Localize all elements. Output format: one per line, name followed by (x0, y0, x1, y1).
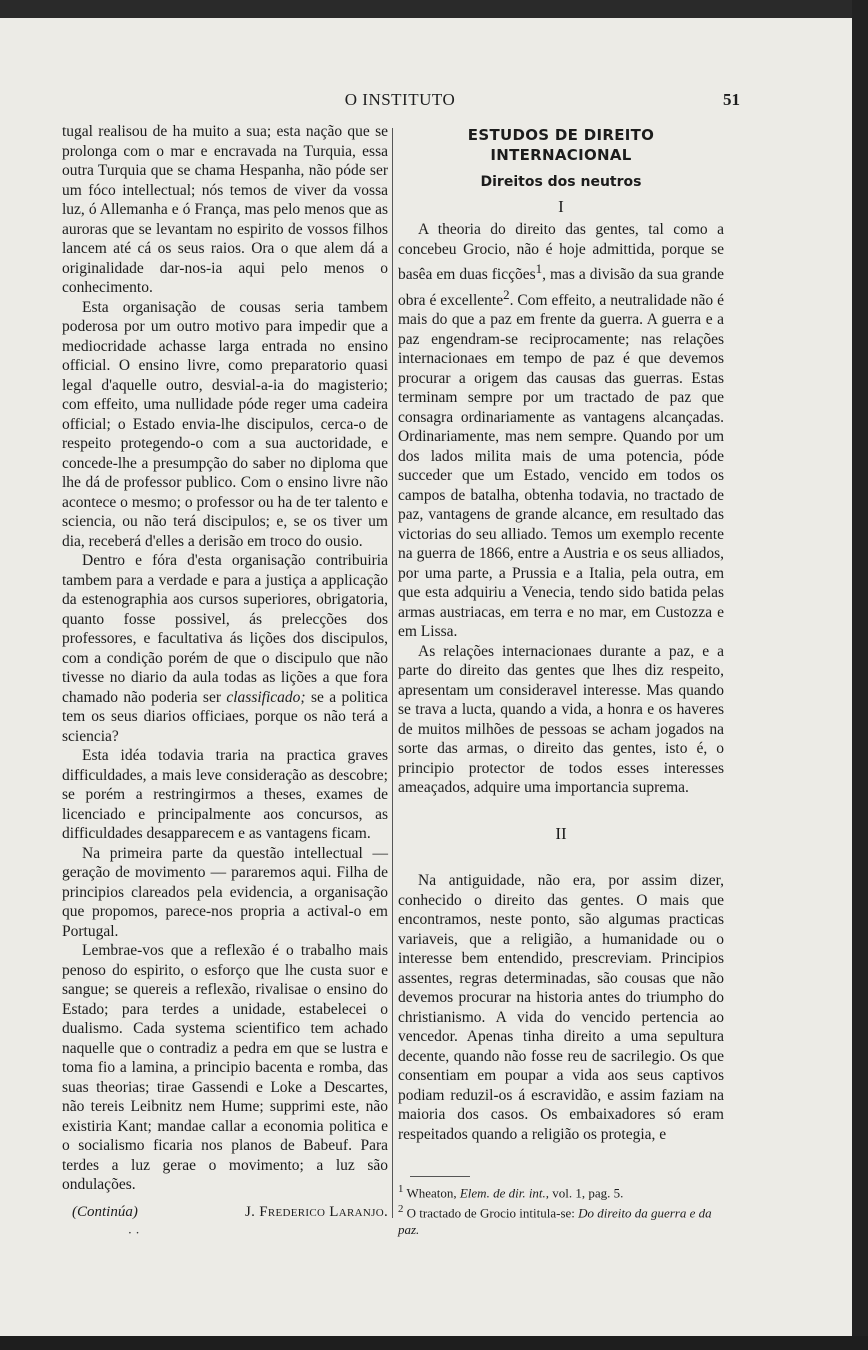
running-header-title: O INSTITUTO (344, 90, 456, 109)
section-number-2: II (555, 823, 567, 843)
left-paragraph-4: Esta idéa todavia traria na practica graves difficuldades, a mais leve consideração as descobre; se porém a restringirmos a theses, exames de licenciado e principalmente aos concursos, as difficuldades desapparecem e as vantagens ficam. (62, 747, 388, 842)
footnote-1-number: 1 (398, 1183, 404, 1195)
continuation-note: (Continúa) (72, 1204, 138, 1220)
ornament-dots: · · (128, 1226, 140, 1240)
footnote-2-text-a: O tractado de Grocio intitula-se: (406, 1205, 575, 1221)
section-subtitle: Direitos dos neutros (480, 174, 642, 190)
footnote-1-italic: Elem. de dir. int., (459, 1185, 550, 1201)
right-paragraph-3: Na antiguidade, não era, por assim dizer, conhecido o direito das gentes. O mais que encontramos, neste ponto, são algumas practicas variaveis, que a religião, a humanidade ou o interesse bem entendido, prescreviam. Principios assentes, regras determinadas, são cousas que não devemos procurar na historia antes do triumpho do christianismo. A vida do vencido pertencia ao vencedor. Apenas tinha direito a uma sepultura decente, quando não fosse reu de sacrilegio. Os que consentiam em poupar a vida aos seus captivos podiam reduzil-os á escravidão, e assim faziam na maioria dos casos. Os embaixadores só eram respeitados quando a religião os protegia, e (398, 872, 724, 1143)
right-paragraph-1-b: , mas a divisão da sua grande obra é excellente (398, 266, 724, 309)
footnote-1-text-a: Wheaton, (406, 1185, 457, 1201)
page-number: 51 (723, 90, 740, 109)
author-signature: J. Frederico Laranjo. (244, 1204, 388, 1220)
left-paragraph-3-tail: se a politica tem os seus diarios officiaes, porque os não terá a sciencia? (62, 688, 388, 745)
footnote-2-italic: Do direito da guerra e da paz. (398, 1205, 712, 1237)
footnote-ref-2[interactable]: 2 (503, 286, 510, 302)
left-paragraph-1: tugal realisou de ha muito a sua; esta nação que se prolonga com o mar e encravada na Turquia, essa outra Turquia que se chama Hespanha, não póde ser um fóco intellectual; nós temos de viver da vossa luz, ó Allemanha e ó França, mas pelo menos que as auroras que se levantam no espirito de vossos filhos lancem até cá os seus raios. Ora o que alem dá a originalidade dar-nos-ia aqui pelo menos o conhecimento. (62, 123, 388, 296)
footnote-rule (410, 1176, 470, 1177)
left-paragraph-6: Lembrae-vos que a reflexão é o trabalho mais penoso do espirito, o esforço que lhe custa suor e sangue; se quereis a reflexão, rivalisae o ensino do Estado; para terdes a unidade, estabelecei o dualismo. Cada systema scientifico tem achado naquelle que o contradiz a pedra em que se lustra e toma fio a lamina, a principio bacenta e romba, das suas theorias; tirae Gassendi e Loke a Descartes, não tereis Leibnitz nem Hume; supprimi este, não existiria Kant; mandae callar a economia politica e o socialismo ficaria nos planos de Babeuf. Para terdes a luz gerae o movimento; a luz são ondulações. (62, 942, 388, 1193)
right-paragraph-1 (398, 220, 724, 642)
right-column (398, 122, 724, 1144)
section-number-1: I (558, 196, 564, 216)
footnote-2 (398, 1201, 724, 1237)
footnotes (398, 1176, 724, 1238)
italic-term: classificado; (226, 688, 306, 706)
left-column (62, 122, 388, 1195)
left-paragraph-3-text: Dentro e fóra d'esta organisação contribuiria tambem para a verdade e para a justiça a applicação da estenographia aos cursos superiores, obrigatoria, quanto fosse possivel, ás prelecções dos professores, e facultativa ás lições dos discipulos, com a condição porém de que o discipulo que não tivesse no diario da aula todas as lições a que fora chamado não poderia ser (62, 552, 388, 706)
right-paragraph-1-c: . Com effeito, a neutralidade não é mais do que a paz em frente da guerra. A guerra e a paz engendram-se reciprocamente; nas relações internacionaes em tempo de paz é que devemos procurar a origem das causas das guerras. Estas terminam sempre por um tractado de paz que consagra ordinariamente as vantagens alcançadas. Ordinariamente, mas nem sempre. Quando por um dos lados milita mais de uma potencia, póde succeder que um Estado, vencido em todos os campos de batalha, obtenha todavia, no tractado de paz, vantagens de grande alcance, em resultado das victorias do seu alliado. Temos um exemplo recente na guerra de 1866, entre a Austria e os seus alliados, por uma parte, a Prussia e a Italia, pela outra, em que esta adquiriu a Venecia, tendo sido batida pelas armas austriacas, em terra e no mar, em Custozza e em Lissa. (398, 291, 724, 641)
left-paragraph-3 (62, 551, 388, 746)
right-paragraph-2: As relações internacionaes durante a paz, e a parte do direito das gentes que lhes diz respeito, apresentam um consideravel interesse. Mas quando se trava a lucta, quando a vida, a honra e os haveres de muitos milhões de pessoas se acham jogados na sorte das armas, o direito das gentes, isto é, o principio protector de todos esses interesses ameaçados, adquire uma importancia suprema. (398, 642, 724, 797)
column-divider (392, 128, 393, 1218)
page-bottom-shadow (0, 1336, 868, 1350)
footnote-1 (398, 1181, 724, 1201)
footnote-1-text-b: vol. 1, pag. 5. (552, 1185, 624, 1201)
right-paragraph-1-a: A theoria do direito das gentes, tal como a concebeu Grocio, não é hoje admittida, porque se basêa em duas ficções (398, 221, 724, 284)
left-paragraph-5: Na primeira parte da questão intellectual — geração de movimento — pararemos aqui. Filha de principios clareados pela evidencia, a organisação que propomos, parece-nos propria a actival-o em Portugal. (62, 844, 388, 940)
section-title: ESTUDOS DE DIREITO INTERNACIONAL (467, 126, 655, 164)
left-paragraph-2: Esta organisação de cousas seria tambem poderosa por um outro motivo para impedir que a mediocridade achasse larga entrada no ensino official. O ensino livre, como preparatorio quasi legal d'aquelle outro, desvial-a-ia do magisterio; com effeito, uma nullidade póde reger uma cadeira official; o Estado envia-lhe discipulos, cerca-o de respeito protegendo-o com a sua auctoridade, e concede-lhe a presumpção do saber no diploma que lhe dá de professor publico. Com o ensino livre não acontece o mesmo; o professor ou ha de ter talento e sciencia, ou não terá discipulos; e, se os tiver um dia, receberá d'elles a derisão em troco do ousio. (62, 298, 388, 550)
page-edge-shadow (852, 0, 868, 1350)
footnote-ref-1[interactable]: 1 (535, 261, 543, 276)
footnote-2-number: 2 (398, 1203, 404, 1216)
